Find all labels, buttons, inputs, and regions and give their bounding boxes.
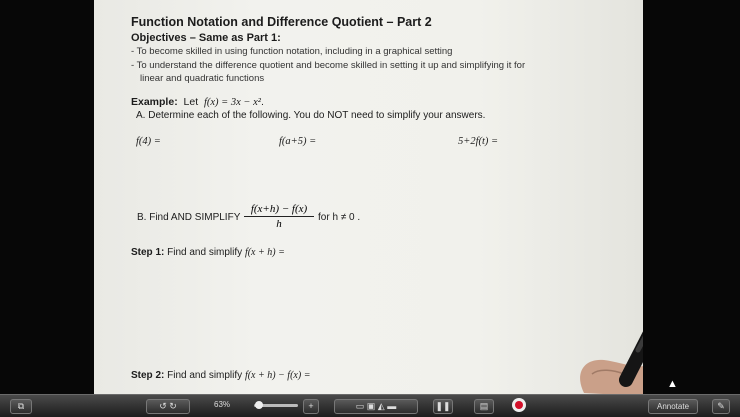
step-1-label: Step 1: <box>131 247 165 258</box>
example-function: f(x) = 3x − x² <box>203 97 261 108</box>
snapshot-button[interactable]: ▤ <box>474 399 494 414</box>
annotate-button[interactable]: Annotate <box>648 399 698 414</box>
view-mode-buttons[interactable]: ▭ ▣ ◭ ▬ <box>334 399 418 414</box>
difference-quotient <box>244 203 314 230</box>
part-b-instruction: B. Find AND SIMPLIFY <box>137 212 241 223</box>
player-toolbar <box>0 394 740 417</box>
dq-denominator: h <box>276 218 282 230</box>
pin-icon[interactable]: ✎ <box>712 399 730 414</box>
screen-toggle-button[interactable]: ⧉ <box>10 399 32 414</box>
example-text: Let <box>183 96 199 108</box>
step-1-expression: f(x + h) = <box>244 247 285 258</box>
example-line: Example: Let f(x) = 3x − x². <box>131 96 264 108</box>
step-2-expression: f(x + h) − f(x) = <box>244 370 311 381</box>
worksheet-title: Function Notation and Difference Quotient – Part 2 <box>131 15 432 29</box>
part-a-instruction: A. Determine each of the following. You do NOT need to simplify your answers. <box>136 110 486 121</box>
objective-bullet-2-cont: linear and quadratic functions <box>140 73 265 84</box>
objective-bullet-2: - To understand the difference quotient and become skilled in setting it up and simplifying it for <box>131 60 526 71</box>
objective-bullet-1: - To become skilled in using function notation, including in a graphical setting <box>131 46 453 57</box>
pause-button[interactable]: ❚❚ <box>433 399 453 414</box>
objectives-heading: Objectives – Same as Part 1: <box>131 32 281 44</box>
step-1-text: Find and simplify <box>167 247 243 258</box>
dq-numerator: f(x+h) − f(x) <box>244 203 314 217</box>
expression-f-4: f(4) = <box>136 136 161 147</box>
hand-with-pen <box>564 288 643 394</box>
step-2-text: Find and simplify <box>167 370 243 381</box>
expression-f-a-plus-5: f(a+5) = <box>279 136 317 147</box>
expression-5-plus-2f-t: 5+2f(t) = <box>458 136 499 147</box>
worksheet-page <box>94 0 643 394</box>
example-label: Example: <box>131 96 178 108</box>
dq-condition: for h ≠ 0 . <box>318 212 361 223</box>
record-button[interactable] <box>512 398 526 412</box>
rotate-buttons[interactable]: ↺ ↻ <box>146 399 190 414</box>
zoom-slider-knob[interactable] <box>255 401 263 409</box>
mouse-cursor-icon: ▲ <box>667 378 678 390</box>
step-2-label: Step 2: <box>131 370 165 381</box>
zoom-in-button[interactable]: + <box>303 399 319 414</box>
zoom-level: 63% <box>214 400 231 409</box>
step-1 <box>131 247 285 258</box>
step-2 <box>131 370 310 381</box>
